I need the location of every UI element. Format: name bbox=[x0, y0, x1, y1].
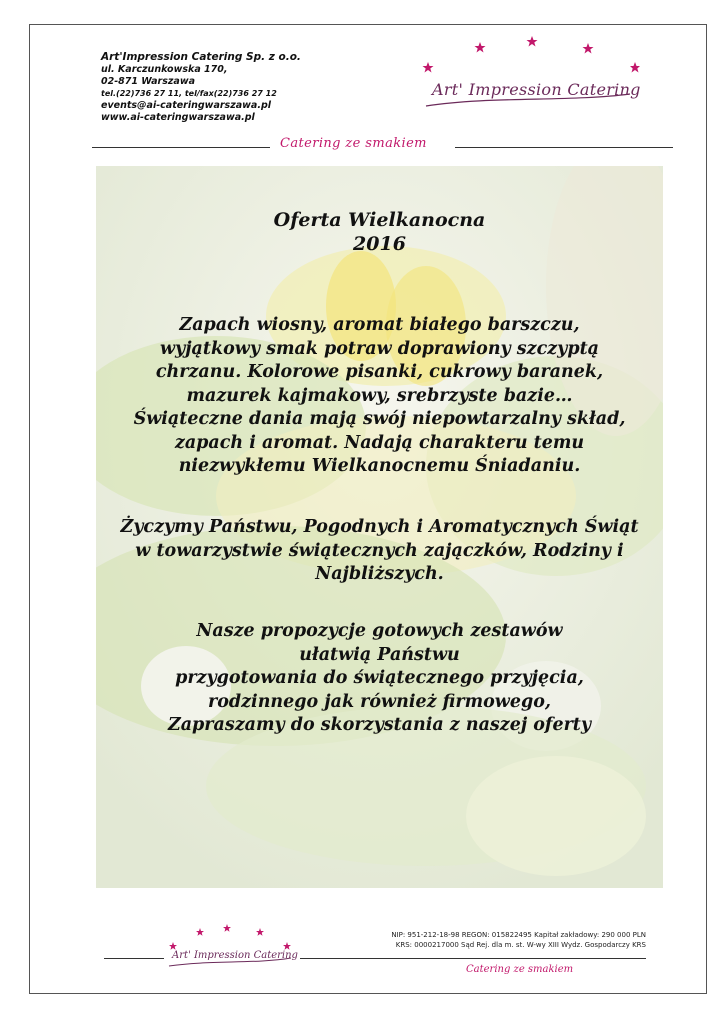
company-email: events@ai-cateringwarszawa.pl bbox=[101, 100, 271, 111]
intro-line: mazurek kajmakowy, srebrzyste bazie… bbox=[186, 385, 573, 406]
wishes-line: w towarzystwie świątecznych zajączków, Rodziny i bbox=[135, 540, 624, 561]
footer-krs-line: KRS: 0000217000 Sąd Rej. dla m. st. W-wy XIII Wydz. Gospodarczy KRS bbox=[395, 941, 646, 949]
offer-title-year: 2016 bbox=[353, 233, 406, 255]
offer-title-line1: Oferta Wielkanocna bbox=[273, 209, 486, 231]
wishes-paragraph bbox=[96, 516, 663, 587]
footer-logo-text: Art' Impression Catering bbox=[172, 950, 298, 961]
intro-line: Świąteczne dania mają swój niepowtarzalny skład, bbox=[133, 409, 626, 429]
company-city: 02-871 Warszawa bbox=[101, 76, 196, 87]
footer-divider-right bbox=[300, 958, 646, 959]
company-website: www.ai-cateringwarszawa.pl bbox=[101, 112, 255, 123]
company-address-block bbox=[101, 51, 301, 124]
invitation-line: rodzinnego jak również firmowego, bbox=[207, 691, 551, 712]
invitation-line: ułatwią Państwu bbox=[299, 644, 460, 665]
footer-divider-left bbox=[104, 958, 164, 959]
footer-tagline: Catering ze smakiem bbox=[466, 964, 574, 975]
invitation-paragraph bbox=[96, 620, 663, 738]
footer-company-info bbox=[300, 930, 646, 950]
header-divider-right bbox=[455, 147, 673, 148]
company-street: ul. Karczunkowska 170, bbox=[101, 64, 228, 75]
footer-logo-stars-icon bbox=[165, 922, 295, 970]
company-phone: tel.(22)736 27 11, tel/fax(22)736 27 12 bbox=[101, 89, 277, 98]
header-divider-left bbox=[92, 147, 270, 148]
logo-text: Art' Impression Catering bbox=[432, 80, 641, 99]
intro-line: zapach i aromat. Nadają charakteru temu bbox=[174, 432, 585, 453]
header-tagline: Catering ze smakiem bbox=[280, 136, 427, 151]
intro-line: Zapach wiosny, aromat białego barszczu, bbox=[179, 315, 580, 335]
intro-line: chrzanu. Kolorowe pisanki, cukrowy baranek, bbox=[155, 362, 604, 382]
intro-line: wyjątkowy smak potraw doprawiony szczyptą bbox=[159, 338, 600, 359]
invitation-line: Zapraszamy do skorzystania z naszej oferty bbox=[167, 715, 592, 735]
footer-nip-line: NIP: 951-212-18-98 REGON: 015822495 Kapitał zakładowy: 290 000 PLN bbox=[391, 931, 646, 939]
company-name: Art'Impression Catering Sp. z o.o. bbox=[101, 51, 301, 63]
intro-paragraph bbox=[96, 314, 663, 479]
invitation-line: Nasze propozycje gotowych zestawów bbox=[196, 621, 563, 641]
invitation-line: przygotowania do świątecznego przyjęcia, bbox=[175, 668, 584, 688]
offer-title bbox=[96, 208, 663, 256]
wishes-line: Najbliższych. bbox=[315, 564, 444, 584]
intro-line: niezwykłemu Wielkanocnemu Śniadaniu. bbox=[178, 456, 581, 476]
wishes-line: Życzymy Państwu, Pogodnych i Aromatycznych Świąt bbox=[120, 517, 639, 537]
